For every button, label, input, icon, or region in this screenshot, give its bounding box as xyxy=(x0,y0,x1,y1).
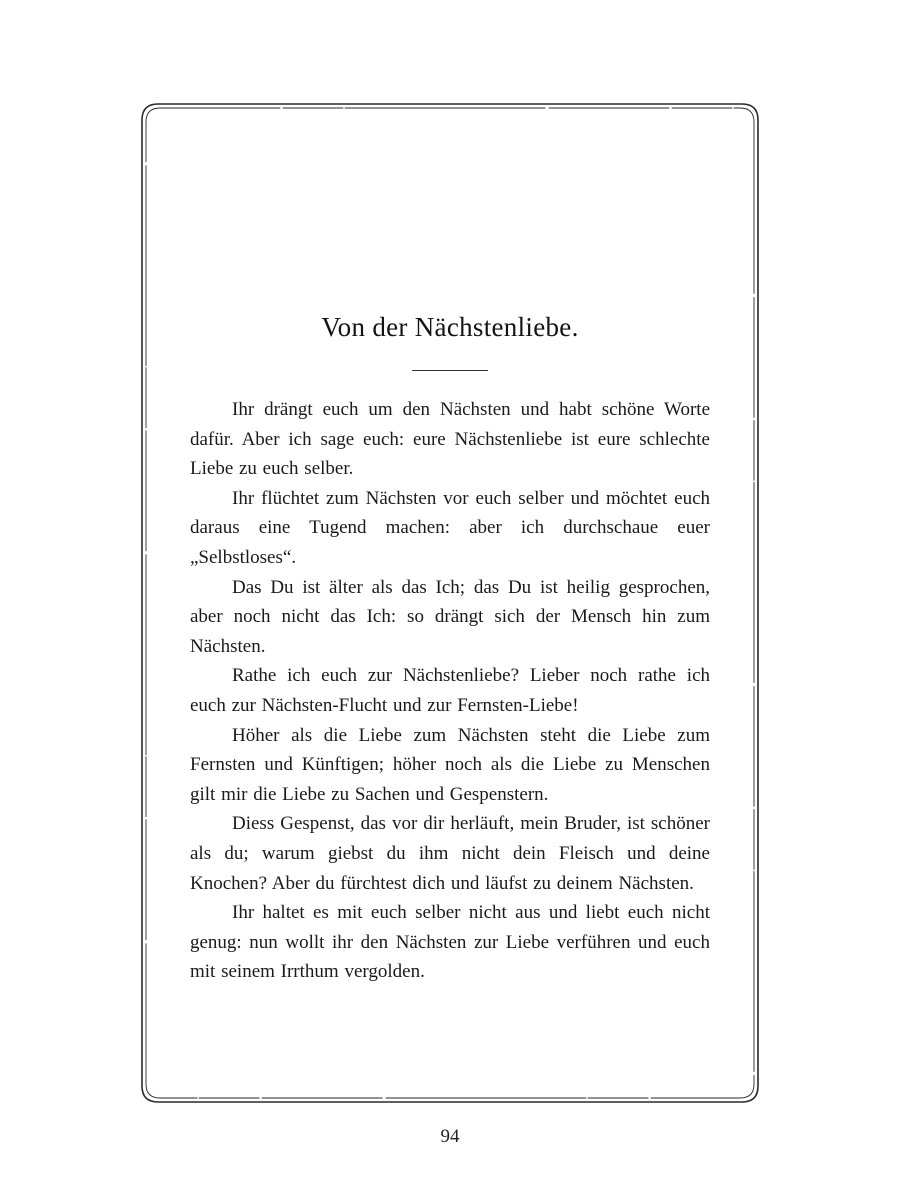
paragraph: Rathe ich euch zur Nächstenliebe? Lieber noch rathe ich euch zur Nächsten-Flucht und zur Fernsten-Liebe! xyxy=(190,665,710,716)
paragraph: Ihr flüchtet zum Nächsten vor euch selber und möchtet euch daraus eine Tugend machen: aber ich durchschaue euer „Selbstloses“. xyxy=(190,487,710,568)
body-text xyxy=(190,395,710,987)
paragraph: Das Du ist älter als das Ich; das Du ist heilig gesprochen, aber noch nicht das Ich: so drängt sich der Mensch hin zum Nächsten. xyxy=(190,576,710,657)
paragraph: Diess Gespenst, das vor dir herläuft, mein Bruder, ist schöner als du; warum giebst du ihm nicht dein Fleisch und deine Knochen? Aber du fürchtest dich und läufst zu deinem Nächsten. xyxy=(190,813,710,894)
page-title: Von der Nächstenliebe. xyxy=(321,312,579,342)
paragraph: Ihr drängt euch um den Nächsten und habt schöne Worte dafür. Aber ich sage euch: eure Nächstenliebe ist eure schlechte Liebe zu euch selber. xyxy=(190,399,710,480)
title-divider-rule xyxy=(412,370,488,371)
page-number: 94 xyxy=(440,1126,460,1147)
paragraph: Ihr haltet es mit euch selber nicht aus und liebt euch nicht genug: nun wollt ihr den Nächsten zur Liebe verführen und euch mit seinem Irrthum vergolden. xyxy=(190,902,710,983)
paragraph: Höher als die Liebe zum Nächsten steht die Liebe zum Fernsten und Künftigen; höher noch als die Liebe zu Menschen gilt mir die Liebe zu Sachen und Gespenstern. xyxy=(190,724,710,805)
